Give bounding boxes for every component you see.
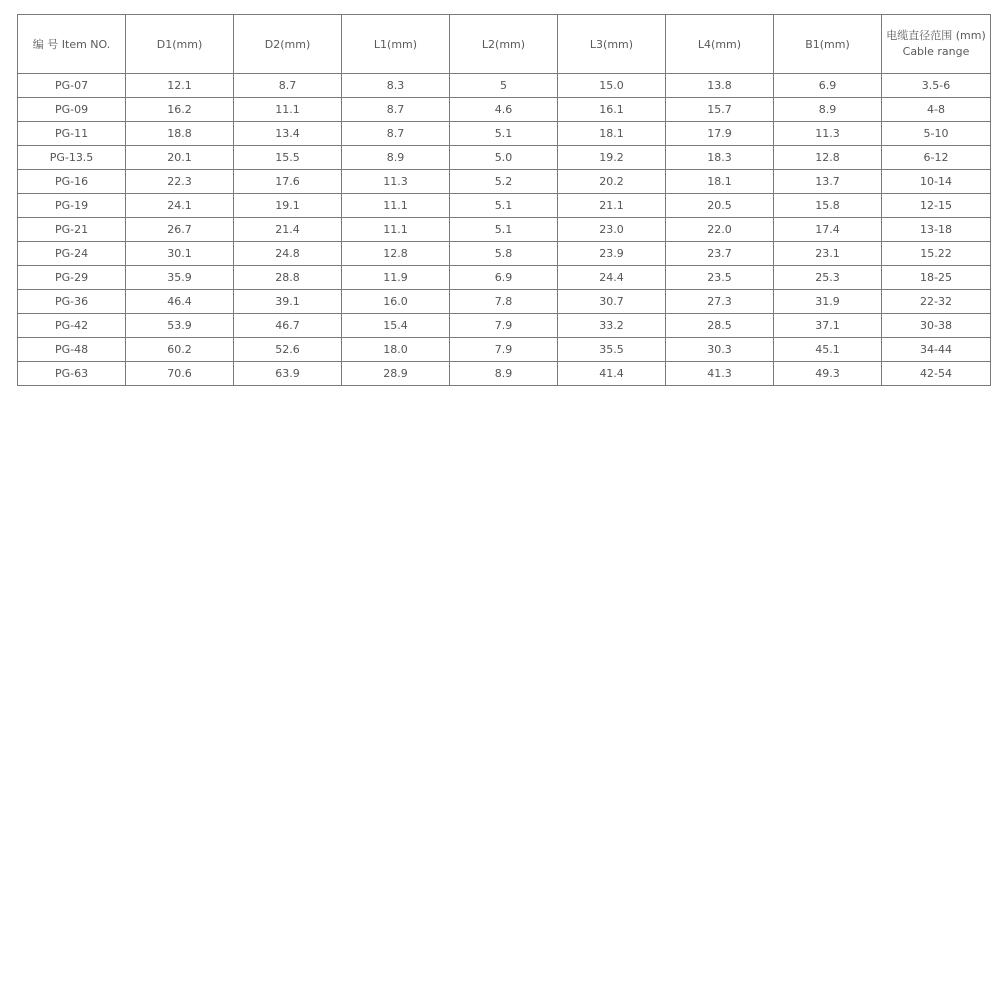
cell-b1: 25.3 xyxy=(774,266,882,290)
cell-item-no: PG-07 xyxy=(18,74,126,98)
cell-l3: 16.1 xyxy=(558,98,666,122)
cell-l4: 17.9 xyxy=(666,122,774,146)
cell-b1: 13.7 xyxy=(774,170,882,194)
cell-l2: 5.1 xyxy=(450,122,558,146)
table-row xyxy=(18,314,991,338)
cell-d1: 22.3 xyxy=(126,170,234,194)
cell-l1: 8.7 xyxy=(342,122,450,146)
cell-l1: 11.9 xyxy=(342,266,450,290)
cell-b1: 31.9 xyxy=(774,290,882,314)
cell-l2: 6.9 xyxy=(450,266,558,290)
cell-item-no: PG-48 xyxy=(18,338,126,362)
cell-d2: 63.9 xyxy=(234,362,342,386)
cell-l3: 41.4 xyxy=(558,362,666,386)
cell-l2: 5.0 xyxy=(450,146,558,170)
cell-l3: 21.1 xyxy=(558,194,666,218)
cell-l3: 33.2 xyxy=(558,314,666,338)
cell-d2: 46.7 xyxy=(234,314,342,338)
cell-l1: 28.9 xyxy=(342,362,450,386)
cell-l4: 18.1 xyxy=(666,170,774,194)
cell-b1: 45.1 xyxy=(774,338,882,362)
cell-item-no: PG-19 xyxy=(18,194,126,218)
cell-cable-range: 22-32 xyxy=(882,290,991,314)
table-row xyxy=(18,170,991,194)
table-row xyxy=(18,194,991,218)
header-item-no: 编 号 Item NO. xyxy=(18,15,126,74)
cell-b1: 17.4 xyxy=(774,218,882,242)
cell-d2: 24.8 xyxy=(234,242,342,266)
cell-l4: 22.0 xyxy=(666,218,774,242)
cell-d1: 46.4 xyxy=(126,290,234,314)
header-l1: L1(mm) xyxy=(342,15,450,74)
cell-item-no: PG-16 xyxy=(18,170,126,194)
cell-d1: 24.1 xyxy=(126,194,234,218)
cell-d2: 11.1 xyxy=(234,98,342,122)
header-l3: L3(mm) xyxy=(558,15,666,74)
cell-l3: 24.4 xyxy=(558,266,666,290)
table-header xyxy=(18,15,991,74)
table-row xyxy=(18,242,991,266)
cell-b1: 49.3 xyxy=(774,362,882,386)
cell-l4: 13.8 xyxy=(666,74,774,98)
cell-cable-range: 42-54 xyxy=(882,362,991,386)
cell-l2: 7.9 xyxy=(450,314,558,338)
cell-l2: 4.6 xyxy=(450,98,558,122)
cell-item-no: PG-24 xyxy=(18,242,126,266)
cell-cable-range: 18-25 xyxy=(882,266,991,290)
cell-cable-range: 3.5-6 xyxy=(882,74,991,98)
cell-l4: 27.3 xyxy=(666,290,774,314)
header-d2: D2(mm) xyxy=(234,15,342,74)
cell-cable-range: 4-8 xyxy=(882,98,991,122)
header-b1: B1(mm) xyxy=(774,15,882,74)
cell-l4: 20.5 xyxy=(666,194,774,218)
cell-cable-range: 34-44 xyxy=(882,338,991,362)
cell-l3: 23.9 xyxy=(558,242,666,266)
cell-l1: 8.3 xyxy=(342,74,450,98)
cell-l3: 20.2 xyxy=(558,170,666,194)
table-row xyxy=(18,74,991,98)
cell-d1: 70.6 xyxy=(126,362,234,386)
cell-cable-range: 15.22 xyxy=(882,242,991,266)
cell-l3: 15.0 xyxy=(558,74,666,98)
cell-b1: 8.9 xyxy=(774,98,882,122)
cell-cable-range: 10-14 xyxy=(882,170,991,194)
cell-item-no: PG-09 xyxy=(18,98,126,122)
cell-b1: 11.3 xyxy=(774,122,882,146)
cell-d2: 19.1 xyxy=(234,194,342,218)
table-row xyxy=(18,122,991,146)
cell-cable-range: 6-12 xyxy=(882,146,991,170)
cell-l2: 8.9 xyxy=(450,362,558,386)
cell-l4: 28.5 xyxy=(666,314,774,338)
cell-item-no: PG-63 xyxy=(18,362,126,386)
cell-cable-range: 5-10 xyxy=(882,122,991,146)
cell-cable-range: 13-18 xyxy=(882,218,991,242)
cell-l4: 23.5 xyxy=(666,266,774,290)
cell-d2: 17.6 xyxy=(234,170,342,194)
table-row xyxy=(18,338,991,362)
cell-d1: 16.2 xyxy=(126,98,234,122)
cell-d1: 18.8 xyxy=(126,122,234,146)
cell-b1: 6.9 xyxy=(774,74,882,98)
cell-item-no: PG-42 xyxy=(18,314,126,338)
header-l4: L4(mm) xyxy=(666,15,774,74)
cell-l1: 11.3 xyxy=(342,170,450,194)
table-row xyxy=(18,362,991,386)
cell-l2: 7.8 xyxy=(450,290,558,314)
cell-item-no: PG-29 xyxy=(18,266,126,290)
cell-l4: 23.7 xyxy=(666,242,774,266)
cell-d2: 52.6 xyxy=(234,338,342,362)
cell-l1: 18.0 xyxy=(342,338,450,362)
cell-l2: 5.1 xyxy=(450,194,558,218)
cell-item-no: PG-21 xyxy=(18,218,126,242)
cell-b1: 15.8 xyxy=(774,194,882,218)
table-row xyxy=(18,98,991,122)
header-cable-range: 电缆直径范围 (mm) Cable range xyxy=(882,15,991,74)
cell-d2: 21.4 xyxy=(234,218,342,242)
cell-d1: 53.9 xyxy=(126,314,234,338)
cell-l2: 5.8 xyxy=(450,242,558,266)
cell-l4: 41.3 xyxy=(666,362,774,386)
cell-l2: 7.9 xyxy=(450,338,558,362)
cell-l1: 8.7 xyxy=(342,98,450,122)
cell-d1: 20.1 xyxy=(126,146,234,170)
cell-d2: 28.8 xyxy=(234,266,342,290)
cell-l2: 5.2 xyxy=(450,170,558,194)
cell-d1: 35.9 xyxy=(126,266,234,290)
header-l2: L2(mm) xyxy=(450,15,558,74)
cell-l4: 30.3 xyxy=(666,338,774,362)
cell-l2: 5.1 xyxy=(450,218,558,242)
cell-l3: 30.7 xyxy=(558,290,666,314)
cell-item-no: PG-36 xyxy=(18,290,126,314)
cell-d2: 8.7 xyxy=(234,74,342,98)
cell-l3: 18.1 xyxy=(558,122,666,146)
cell-l1: 16.0 xyxy=(342,290,450,314)
cell-l1: 8.9 xyxy=(342,146,450,170)
cell-item-no: PG-11 xyxy=(18,122,126,146)
pg-gland-dimensions-table xyxy=(17,14,991,386)
table-row xyxy=(18,290,991,314)
cell-l1: 15.4 xyxy=(342,314,450,338)
cell-cable-range: 30-38 xyxy=(882,314,991,338)
cell-d2: 39.1 xyxy=(234,290,342,314)
cell-d1: 30.1 xyxy=(126,242,234,266)
header-d1: D1(mm) xyxy=(126,15,234,74)
cell-d1: 12.1 xyxy=(126,74,234,98)
cell-d2: 13.4 xyxy=(234,122,342,146)
cell-d2: 15.5 xyxy=(234,146,342,170)
cell-d1: 60.2 xyxy=(126,338,234,362)
cell-l3: 35.5 xyxy=(558,338,666,362)
header-row xyxy=(18,15,991,74)
cell-l4: 18.3 xyxy=(666,146,774,170)
cell-l1: 12.8 xyxy=(342,242,450,266)
cell-item-no: PG-13.5 xyxy=(18,146,126,170)
cell-l1: 11.1 xyxy=(342,218,450,242)
cell-l4: 15.7 xyxy=(666,98,774,122)
table-row xyxy=(18,146,991,170)
cell-l3: 19.2 xyxy=(558,146,666,170)
table-row xyxy=(18,266,991,290)
cell-b1: 23.1 xyxy=(774,242,882,266)
table-body xyxy=(18,74,991,386)
cell-cable-range: 12-15 xyxy=(882,194,991,218)
cell-l2: 5 xyxy=(450,74,558,98)
cell-b1: 12.8 xyxy=(774,146,882,170)
cell-l3: 23.0 xyxy=(558,218,666,242)
cell-l1: 11.1 xyxy=(342,194,450,218)
table-row xyxy=(18,218,991,242)
cell-d1: 26.7 xyxy=(126,218,234,242)
cell-b1: 37.1 xyxy=(774,314,882,338)
